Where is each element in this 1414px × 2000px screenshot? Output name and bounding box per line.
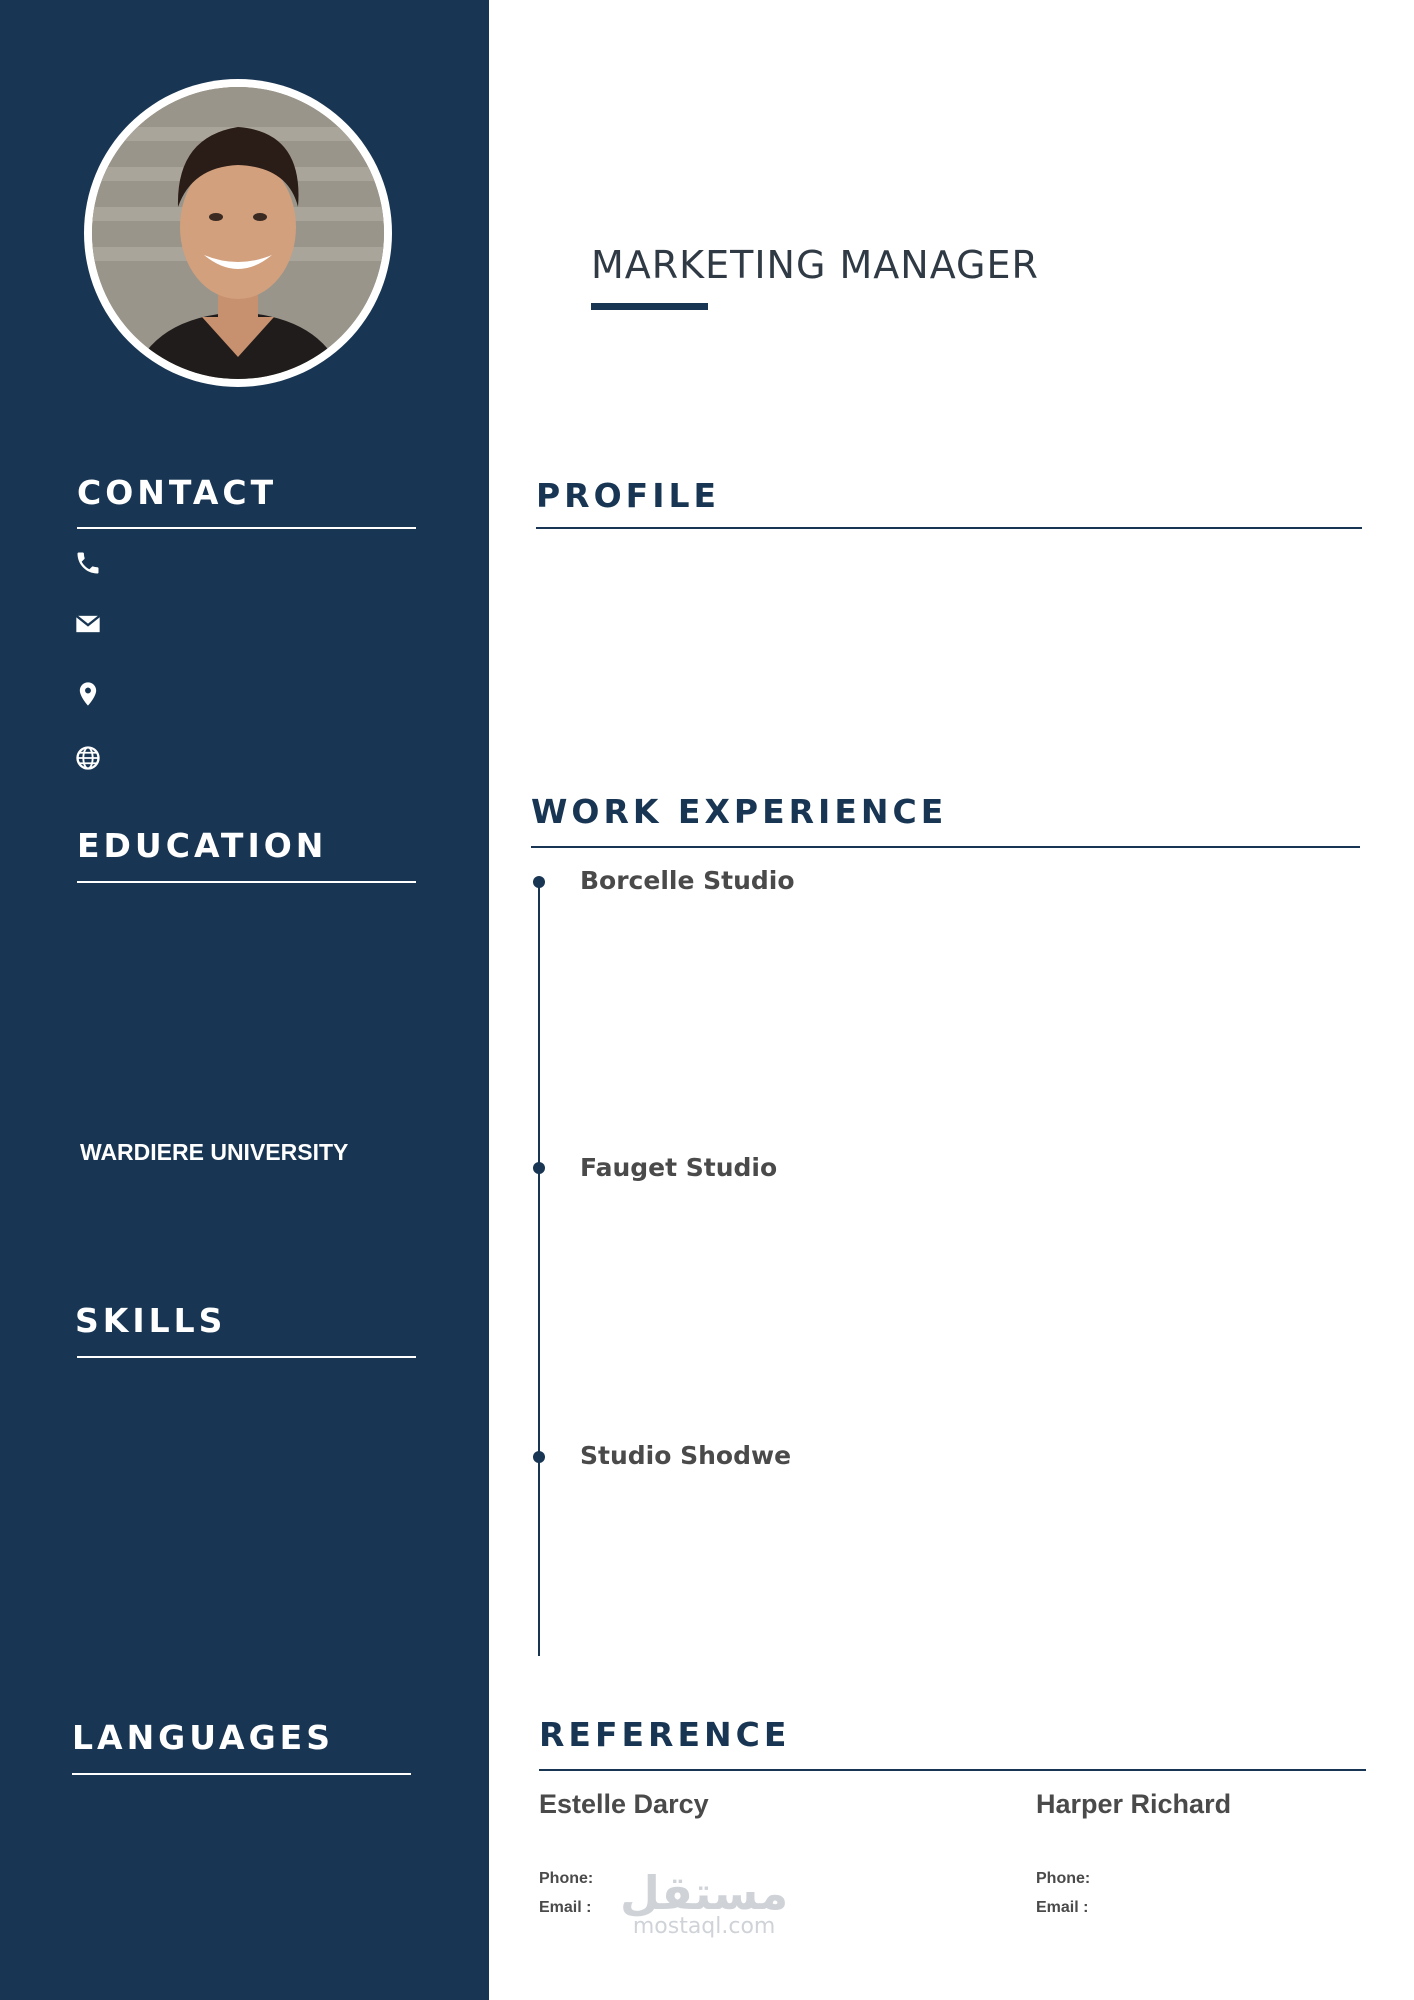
contact-divider xyxy=(77,527,416,529)
timeline-dot xyxy=(533,1162,545,1174)
university-name: WARDIERE UNIVERSITY xyxy=(80,1139,349,1165)
job-title-underline xyxy=(591,303,708,310)
reference-name: Estelle Darcy xyxy=(539,1789,709,1819)
work-experience-divider xyxy=(531,846,1360,848)
company-name: Studio Shodwe xyxy=(580,1441,792,1470)
skills-heading: SKILLS xyxy=(75,1301,227,1340)
watermark-latin: mostaql.com xyxy=(632,1914,776,1939)
reference-phone-label: Phone: xyxy=(539,1870,594,1887)
reference-name: Harper Richard xyxy=(1036,1789,1232,1819)
reference-heading: REFERENCE xyxy=(539,1715,791,1754)
reference-phone-label: Phone: xyxy=(1036,1870,1091,1887)
timeline-dot xyxy=(533,876,545,888)
mail-icon xyxy=(74,610,102,638)
job-title: MARKETING MANAGER xyxy=(591,243,1039,287)
profile-divider xyxy=(536,527,1362,529)
reference-divider xyxy=(539,1769,1366,1771)
languages-divider xyxy=(72,1773,411,1775)
watermark-arabic: مستقل xyxy=(620,1866,789,1920)
profile-heading: PROFILE xyxy=(536,476,721,515)
company-name: Fauget Studio xyxy=(580,1153,778,1182)
watermark xyxy=(620,1866,789,1939)
globe-icon xyxy=(74,744,102,772)
work-experience-heading: WORK EXPERIENCE xyxy=(531,792,948,831)
timeline-dot xyxy=(533,1451,545,1463)
reference-email-label: Email : xyxy=(1036,1899,1089,1916)
timeline-line xyxy=(538,880,540,1656)
location-icon xyxy=(74,680,102,708)
contact-heading: CONTACT xyxy=(77,473,278,512)
profile-photo xyxy=(92,87,384,379)
skills-divider xyxy=(77,1356,416,1358)
education-divider xyxy=(77,881,416,883)
phone-icon xyxy=(74,549,102,577)
company-name: Borcelle Studio xyxy=(580,866,795,895)
reference-email-label: Email : xyxy=(539,1899,592,1916)
languages-heading: LANGUAGES xyxy=(72,1718,334,1757)
education-heading: EDUCATION xyxy=(77,826,328,865)
